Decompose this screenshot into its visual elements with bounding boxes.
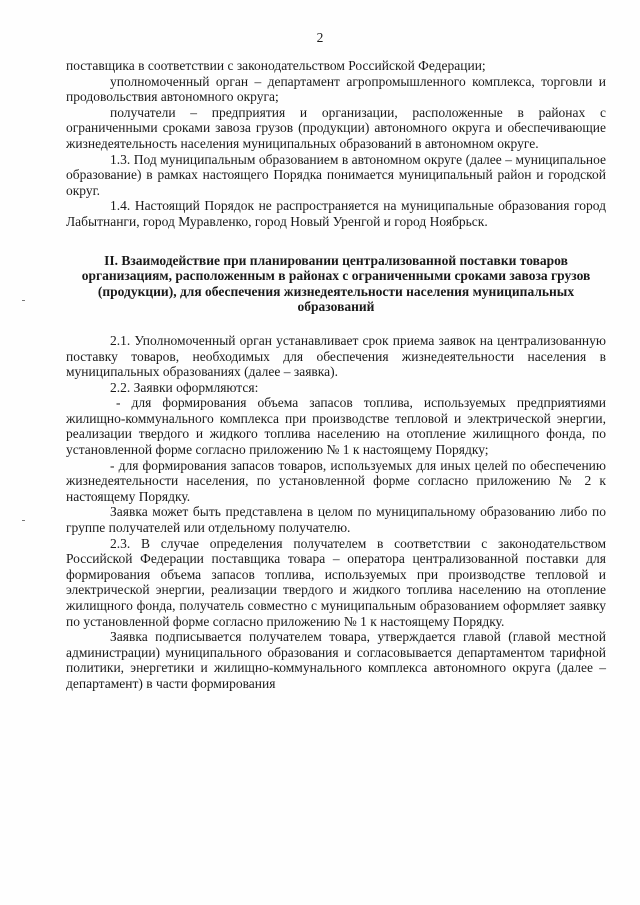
paragraph: 2.1. Уполномоченный орган устанавливает срок приема заявок на централизованную поставку товаров, необходимых для обеспечения жизнедеятельности населения в муниципальных образованиях (далее – заявка). (66, 332, 606, 380)
paragraph: Заявка подписывается получателем товара, утверждается главой (главой местной администрации) муниципального образования и согласовывается департаментом тарифной политики, энергетики и жилищно-коммунального комплекса автономного округа (далее – департамент) в части формирования (66, 629, 606, 691)
paragraph: Заявка может быть представлена в целом по муниципальному образованию либо по группе получателей или отдельному получателю. (66, 504, 606, 536)
list-item: - для формирования объема запасов топлива, используемых предприятиями жилищно-коммунального комплекса при производстве тепловой и электрической энергии, реализации твердого и жидкого топлива населению на отопление жилищного фонда, по установленной форме согласно приложению № 1 к настоящему Порядку; (66, 395, 606, 458)
list-item: - для формирования запасов товаров, используемых для иных целей по обеспечению жизнедеятельности населения, по установленной форме согласно приложению № 2 к настоящему Порядку. (66, 457, 606, 504)
paragraph: 2.3. В случае определения получателем в соответствии с законодательством Российской Федерации поставщика товара – оператора централизованной поставки для формирования объема запасов топлива, используемых при производстве тепловой и электрической энергии, реализации твердого и жидкого топлива населению на отопление жилищного фонда, получатель совместно с муниципальным образованием оформляет заявку по установленной форме согласно приложению № 1 к настоящему Порядку. (66, 535, 606, 629)
paragraph: уполномоченный орган – департамент агропромышленного комплекса, торговли и продовольствия автономного округа; (66, 73, 606, 105)
paragraph: 2.2. Заявки оформляются: (110, 379, 259, 395)
document-body (66, 58, 606, 692)
paragraph: получатели – предприятия и организации, расположенные в районах с ограниченными сроками завоза грузов (продукции) автономного округа и обеспечивающие жизнедеятельность населения муниципальных образований в автономном округе. (66, 104, 606, 151)
paragraph: 1.4. Настоящий Порядок не распространяется на муниципальные образования город Лабытнанги, город Муравленко, город Новый Уренгой и город Ноябрьск. (66, 198, 606, 229)
page-number: 2 (316, 30, 324, 45)
paragraph: поставщика в соответствии с законодательством Российской Федерации; (66, 58, 486, 73)
scan-mark (22, 520, 25, 521)
paragraph: 1.3. Под муниципальным образованием в автономном округе (далее – муниципальное образование) в рамках настоящего Порядка понимается муниципальный район и городской округ. (66, 151, 606, 198)
section-heading: II. Взаимодействие при планировании централизованной поставки товаров организациям, расположенным в районах с ограниченными сроками завоза грузов (продукции), для обеспечения жизнедеятельности населения муниципальных образований (81, 252, 591, 315)
scan-mark (22, 300, 25, 301)
